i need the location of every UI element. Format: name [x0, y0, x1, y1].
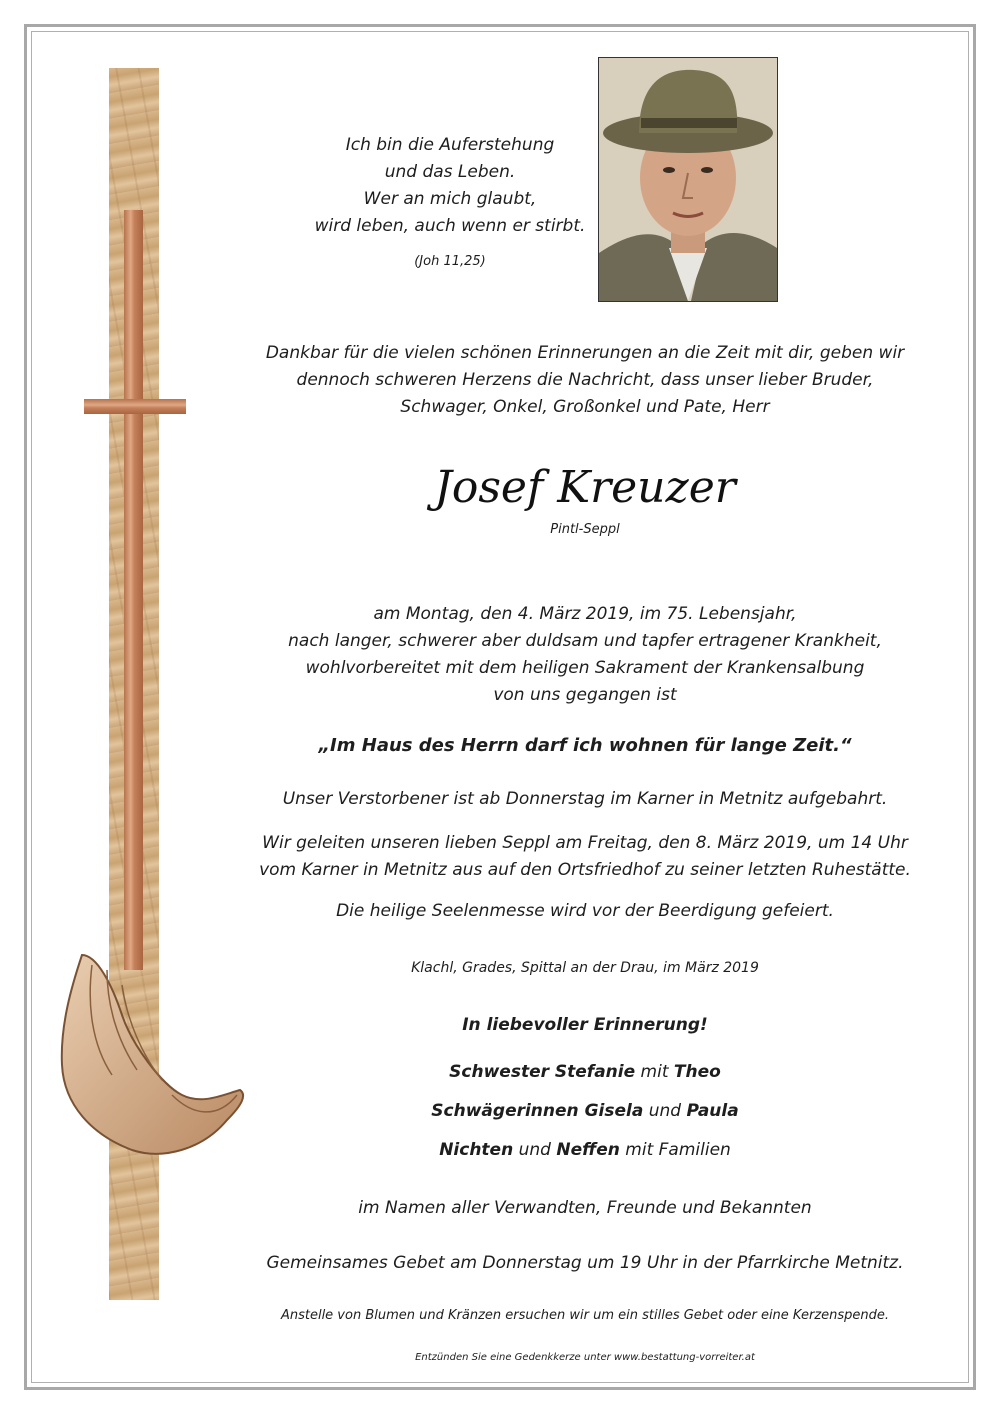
intro-text: [250, 340, 920, 421]
intro-line: Dankbar für die vielen schönen Erinnerungen an die Zeit mit dir, geben wir: [265, 343, 905, 363]
flowers-note: Anstelle von Blumen und Kränzen ersuchen wir um ein stilles Gebet oder eine Kerzenspende.: [280, 1308, 890, 1323]
relative-line: [250, 1101, 920, 1121]
relative-suffix: mit Familien: [619, 1140, 731, 1160]
mass-notice: Die heilige Seelenmesse wird vor der Beerdigung gefeiert.: [336, 901, 834, 921]
intro-line: Schwager, Onkel, Großonkel und Pate, Herr: [400, 397, 770, 417]
portrait-illustration: [599, 58, 777, 301]
verse-line: Ich bin die Auferstehung: [345, 135, 555, 155]
relative-conjunction: und: [643, 1101, 687, 1121]
relative-conjunction: mit: [635, 1062, 674, 1082]
bible-verse: [300, 132, 600, 240]
relative-name: Schwester Stefanie: [449, 1062, 636, 1082]
relative-name: Schwägerinnen Gisela: [431, 1101, 644, 1121]
laid-out-notice: Unser Verstorbener ist ab Donnerstag im Karner in Metnitz aufgebahrt.: [282, 789, 888, 809]
death-line: nach langer, schwerer aber duldsam und tapfer ertragener Krankheit,: [288, 631, 882, 651]
death-line: von uns gegangen ist: [493, 685, 677, 705]
memorial-quote: „Im Haus des Herrn darf ich wohnen für lange Zeit.“: [318, 735, 852, 756]
relative-name: Paula: [686, 1101, 739, 1121]
intro-line: dennoch schweren Herzens die Nachricht, dass unser lieber Bruder,: [296, 370, 874, 390]
relative-line: [250, 1062, 920, 1082]
verse-line: und das Leben.: [384, 162, 516, 182]
place-date: Klachl, Grades, Spittal an der Drau, im März 2019: [411, 960, 759, 976]
death-line: wohlvorbereitet mit dem heiligen Sakrament der Krankensalbung: [305, 658, 865, 678]
deceased-nickname: Pintl-Seppl: [550, 522, 620, 537]
verse-line: wird leben, auch wenn er stirbt.: [314, 216, 586, 236]
relative-conjunction: und: [513, 1140, 557, 1160]
relative-name: Neffen: [556, 1140, 620, 1160]
cross-beam: [84, 399, 186, 414]
deceased-name: Josef Kreuzer: [434, 462, 736, 513]
relative-name: Theo: [673, 1062, 721, 1082]
candle-note: Entzünden Sie eine Gedenkkerze unter www.bestattung-vorreiter.at: [415, 1352, 755, 1363]
portrait-photo: [598, 57, 778, 302]
memory-heading: In liebevoller Erinnerung!: [462, 1015, 708, 1035]
cross-icon: [124, 210, 143, 970]
verse-line: Wer an mich glaubt,: [363, 189, 537, 209]
relative-name: Nichten: [439, 1140, 514, 1160]
death-line: am Montag, den 4. März 2019, im 75. Lebensjahr,: [373, 604, 797, 624]
verse-reference: (Joh 11,25): [414, 254, 486, 269]
praying-hands-icon: [52, 945, 252, 1175]
prayer-notice: Gemeinsames Gebet am Donnerstag um 19 Uhr in der Pfarrkirche Metnitz.: [266, 1253, 904, 1273]
death-notice: [250, 601, 920, 709]
relative-line: [250, 1140, 920, 1160]
on-behalf-text: im Namen aller Verwandten, Freunde und Bekannten: [358, 1198, 812, 1218]
funeral-notice: [230, 830, 940, 884]
funeral-line: Wir geleiten unseren lieben Seppl am Freitag, den 8. März 2019, um 14 Uhr: [262, 833, 908, 853]
funeral-line: vom Karner in Metnitz aus auf den Ortsfriedhof zu seiner letzten Ruhestätte.: [259, 860, 911, 880]
